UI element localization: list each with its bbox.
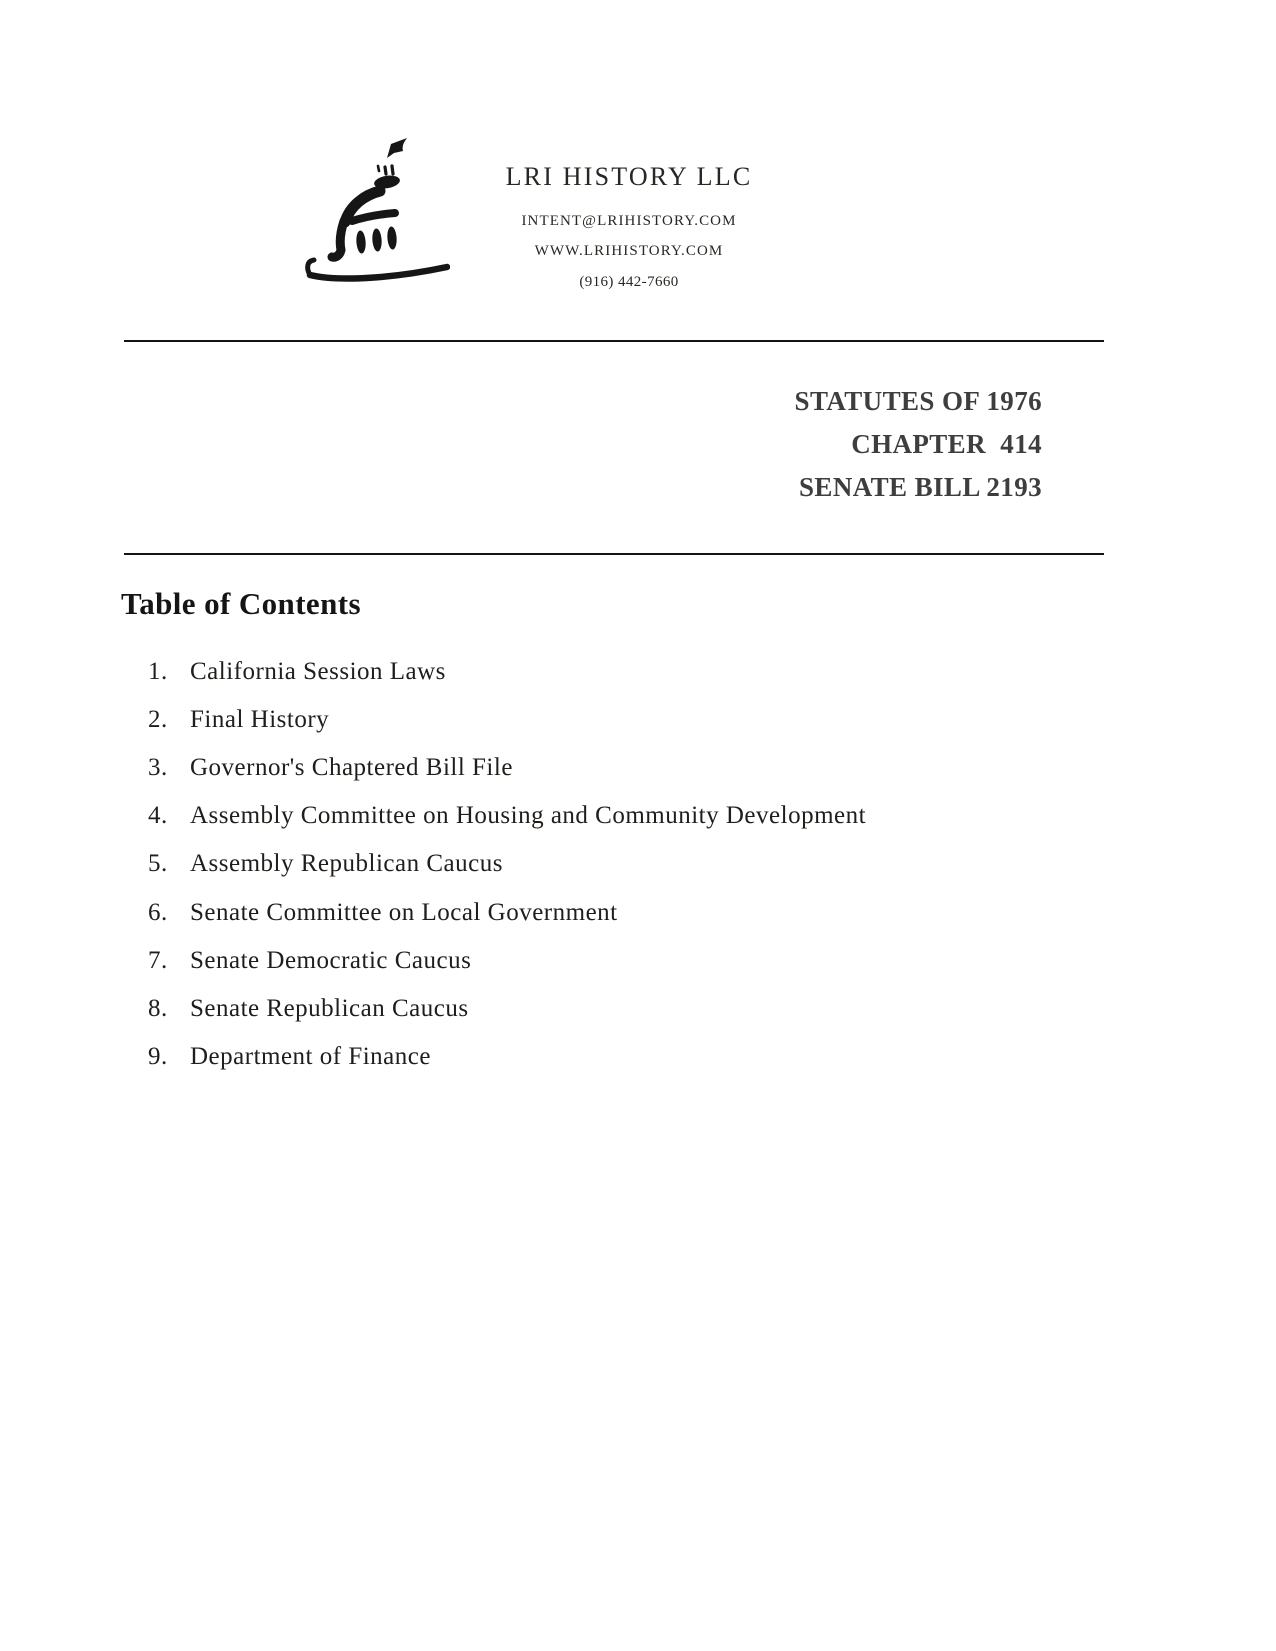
toc-item-number: 7.	[148, 946, 168, 974]
statute-reference-block	[795, 380, 1042, 509]
divider-top	[124, 340, 1104, 342]
toc-item-number: 4.	[148, 802, 168, 830]
toc-item	[148, 744, 1098, 792]
toc-item-number: 1.	[148, 658, 168, 686]
statute-reference-line: SENATE BILL 2193	[799, 472, 1042, 502]
toc-item	[148, 1033, 1098, 1081]
toc-item-label: Senate Committee on Local Government	[190, 898, 618, 926]
toc-item-label: California Session Laws	[190, 658, 446, 686]
toc-list	[148, 648, 1098, 1081]
toc-heading: Table of Contents	[121, 586, 361, 621]
toc-item	[148, 840, 1098, 888]
toc-item-label: Senate Republican Caucus	[190, 994, 469, 1022]
toc-item	[148, 937, 1098, 985]
statute-reference-line: CHAPTER 414	[851, 429, 1042, 459]
toc-item-number: 6.	[148, 898, 168, 926]
toc-item-number: 2.	[148, 706, 168, 734]
toc-item-label: Assembly Republican Caucus	[190, 850, 503, 878]
toc-item	[148, 792, 1098, 840]
toc-item	[148, 985, 1098, 1033]
toc-item-number: 5.	[148, 850, 168, 878]
company-phone: (916) 442-7660	[579, 274, 679, 290]
toc-item-number: 9.	[148, 1042, 168, 1070]
statute-reference-line: STATUTES OF 1976	[794, 386, 1042, 416]
company-name: LRI HISTORY LLC	[505, 162, 753, 191]
toc-item	[148, 888, 1098, 936]
company-website: WWW.LRIHISTORY.COM	[534, 243, 724, 259]
toc-item	[148, 696, 1098, 744]
company-email: INTENT@LRIHISTORY.COM	[521, 213, 737, 229]
toc-item-label: Final History	[190, 706, 330, 734]
toc-item-label: Governor's Chaptered Bill File	[190, 754, 513, 782]
toc-item-label: Department of Finance	[190, 1042, 431, 1070]
capitol-dome-sketch-icon	[290, 120, 450, 292]
divider-bottom	[124, 553, 1104, 555]
toc-item-number: 8.	[148, 994, 168, 1022]
toc-item-label: Assembly Committee on Housing and Community Development	[190, 802, 867, 830]
toc-item-label: Senate Democratic Caucus	[190, 946, 472, 974]
toc-item-number: 3.	[148, 754, 168, 782]
toc-item	[148, 648, 1098, 696]
